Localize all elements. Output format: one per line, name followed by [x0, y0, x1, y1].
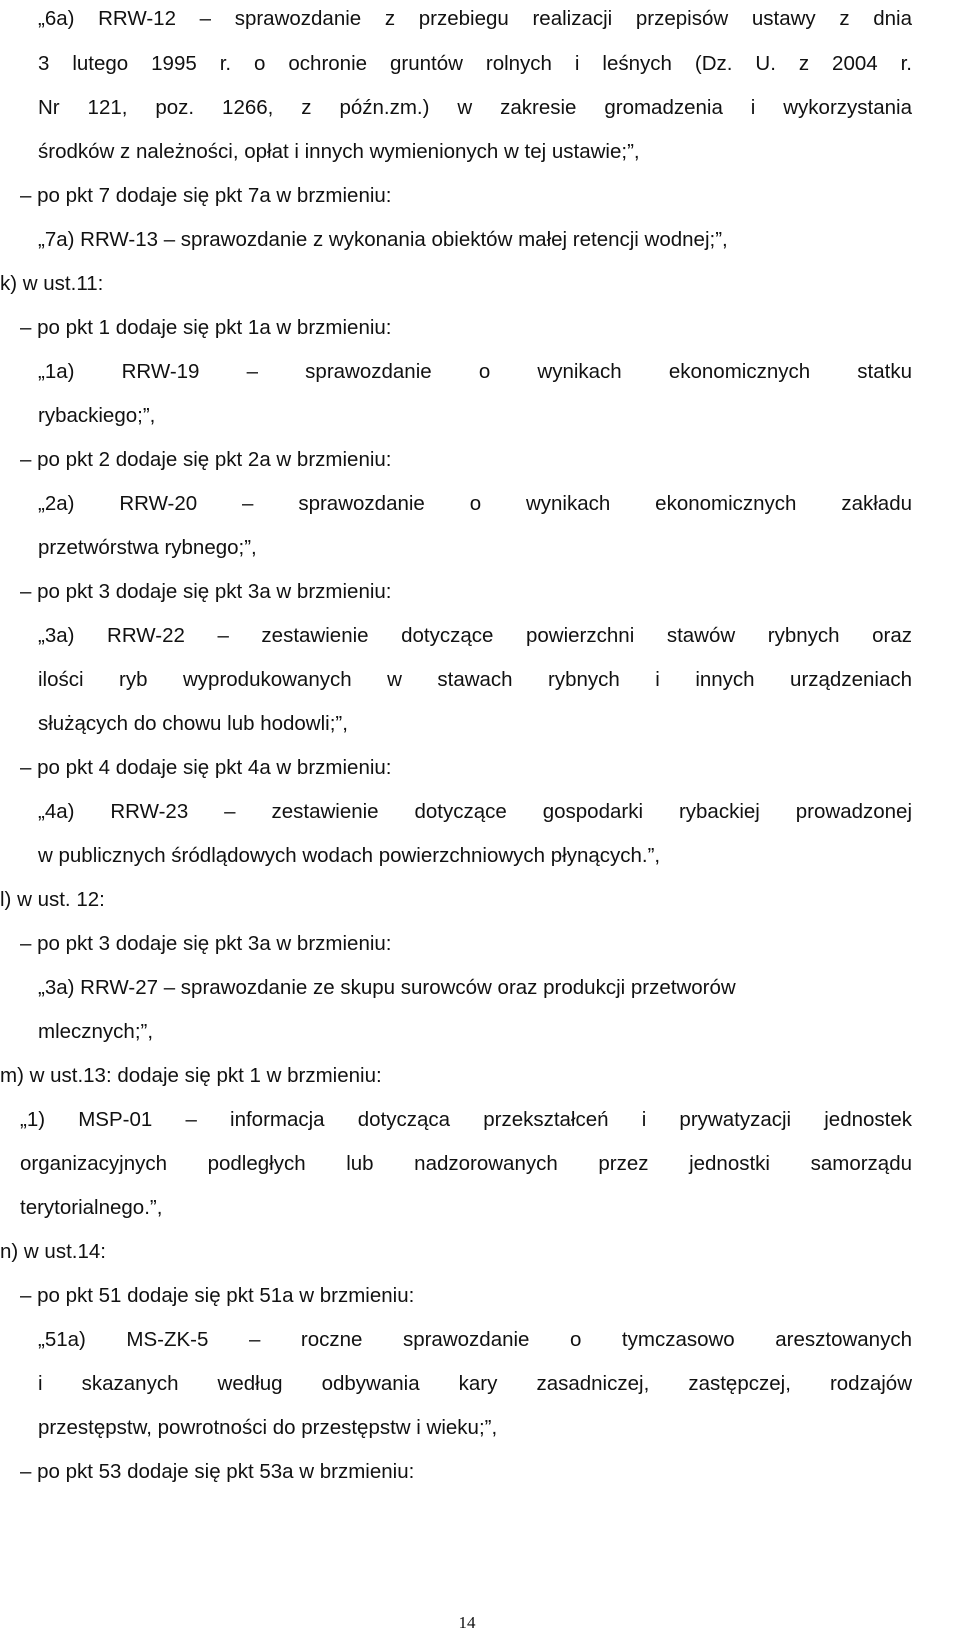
text-line: – po pkt 53 dodaje się pkt 53a w brzmieniu: — [20, 1460, 415, 1483]
text-line: ilości ryb wyprodukowanych w stawach rybnych i innych urządzeniach — [38, 668, 912, 691]
text-line: – po pkt 3 dodaje się pkt 3a w brzmieniu: — [20, 932, 392, 955]
text-line: przestępstw, powrotności do przestępstw i wieku;”, — [38, 1416, 498, 1439]
text-line: mlecznych;”, — [38, 1020, 154, 1043]
text-line: k) w ust.11: — [0, 272, 104, 295]
text-line: „3a) RRW-27 – sprawozdanie ze skupu surowców oraz produkcji przetworów — [38, 976, 736, 999]
text-line: – po pkt 2 dodaje się pkt 2a w brzmieniu: — [20, 448, 392, 471]
text-line: przetwórstwa rybnego;”, — [38, 536, 257, 559]
text-line: Nr 121, poz. 1266, z późn.zm.) w zakresie gromadzenia i wykorzystania — [38, 96, 912, 119]
text-line: „4a) RRW-23 – zestawienie dotyczące gospodarki rybackiej prowadzonej — [38, 800, 912, 823]
text-line: – po pkt 3 dodaje się pkt 3a w brzmieniu: — [20, 580, 392, 603]
text-line: 3 lutego 1995 r. o ochronie gruntów rolnych i leśnych (Dz. U. z 2004 r. — [38, 52, 912, 75]
text-line: „2a) RRW-20 – sprawozdanie o wynikach ekonomicznych zakładu — [38, 492, 912, 515]
text-line: – po pkt 51 dodaje się pkt 51a w brzmieniu: — [20, 1284, 415, 1307]
text-line: w publicznych śródlądowych wodach powierzchniowych płynących.”, — [38, 844, 661, 867]
text-line: „6a) RRW-12 – sprawozdanie z przebiegu realizacji przepisów ustawy z dnia — [38, 7, 912, 30]
text-line: rybackiego;”, — [38, 404, 156, 427]
text-line: organizacyjnych podległych lub nadzorowanych przez jednostki samorządu — [20, 1152, 912, 1175]
text-line: środków z należności, opłat i innych wymienionych w tej ustawie;”, — [38, 140, 640, 163]
text-line: „1a) RRW-19 – sprawozdanie o wynikach ekonomicznych statku — [38, 360, 912, 383]
text-line: – po pkt 4 dodaje się pkt 4a w brzmieniu: — [20, 756, 392, 779]
text-line: n) w ust.14: — [0, 1240, 106, 1263]
text-line: „3a) RRW-22 – zestawienie dotyczące powierzchni stawów rybnych oraz — [38, 624, 912, 647]
text-line: służących do chowu lub hodowli;”, — [38, 712, 348, 735]
text-line: terytorialnego.”, — [20, 1196, 163, 1219]
text-line: i skazanych według odbywania kary zasadniczej, zastępczej, rodzajów — [38, 1372, 912, 1395]
page-number: 14 — [458, 1613, 476, 1632]
text-line: „1) MSP-01 – informacja dotycząca przekształceń i prywatyzacji jednostek — [20, 1108, 912, 1131]
text-line: m) w ust.13: dodaje się pkt 1 w brzmieniu: — [0, 1064, 382, 1087]
text-line: – po pkt 1 dodaje się pkt 1a w brzmieniu: — [20, 316, 392, 339]
text-line: „7a) RRW-13 – sprawozdanie z wykonania obiektów małej retencji wodnej;”, — [38, 228, 728, 251]
text-line: „51a) MS-ZK-5 – roczne sprawozdanie o tymczasowo aresztowanych — [38, 1328, 912, 1351]
text-line: – po pkt 7 dodaje się pkt 7a w brzmieniu: — [20, 184, 392, 207]
text-line: l) w ust. 12: — [0, 888, 105, 911]
